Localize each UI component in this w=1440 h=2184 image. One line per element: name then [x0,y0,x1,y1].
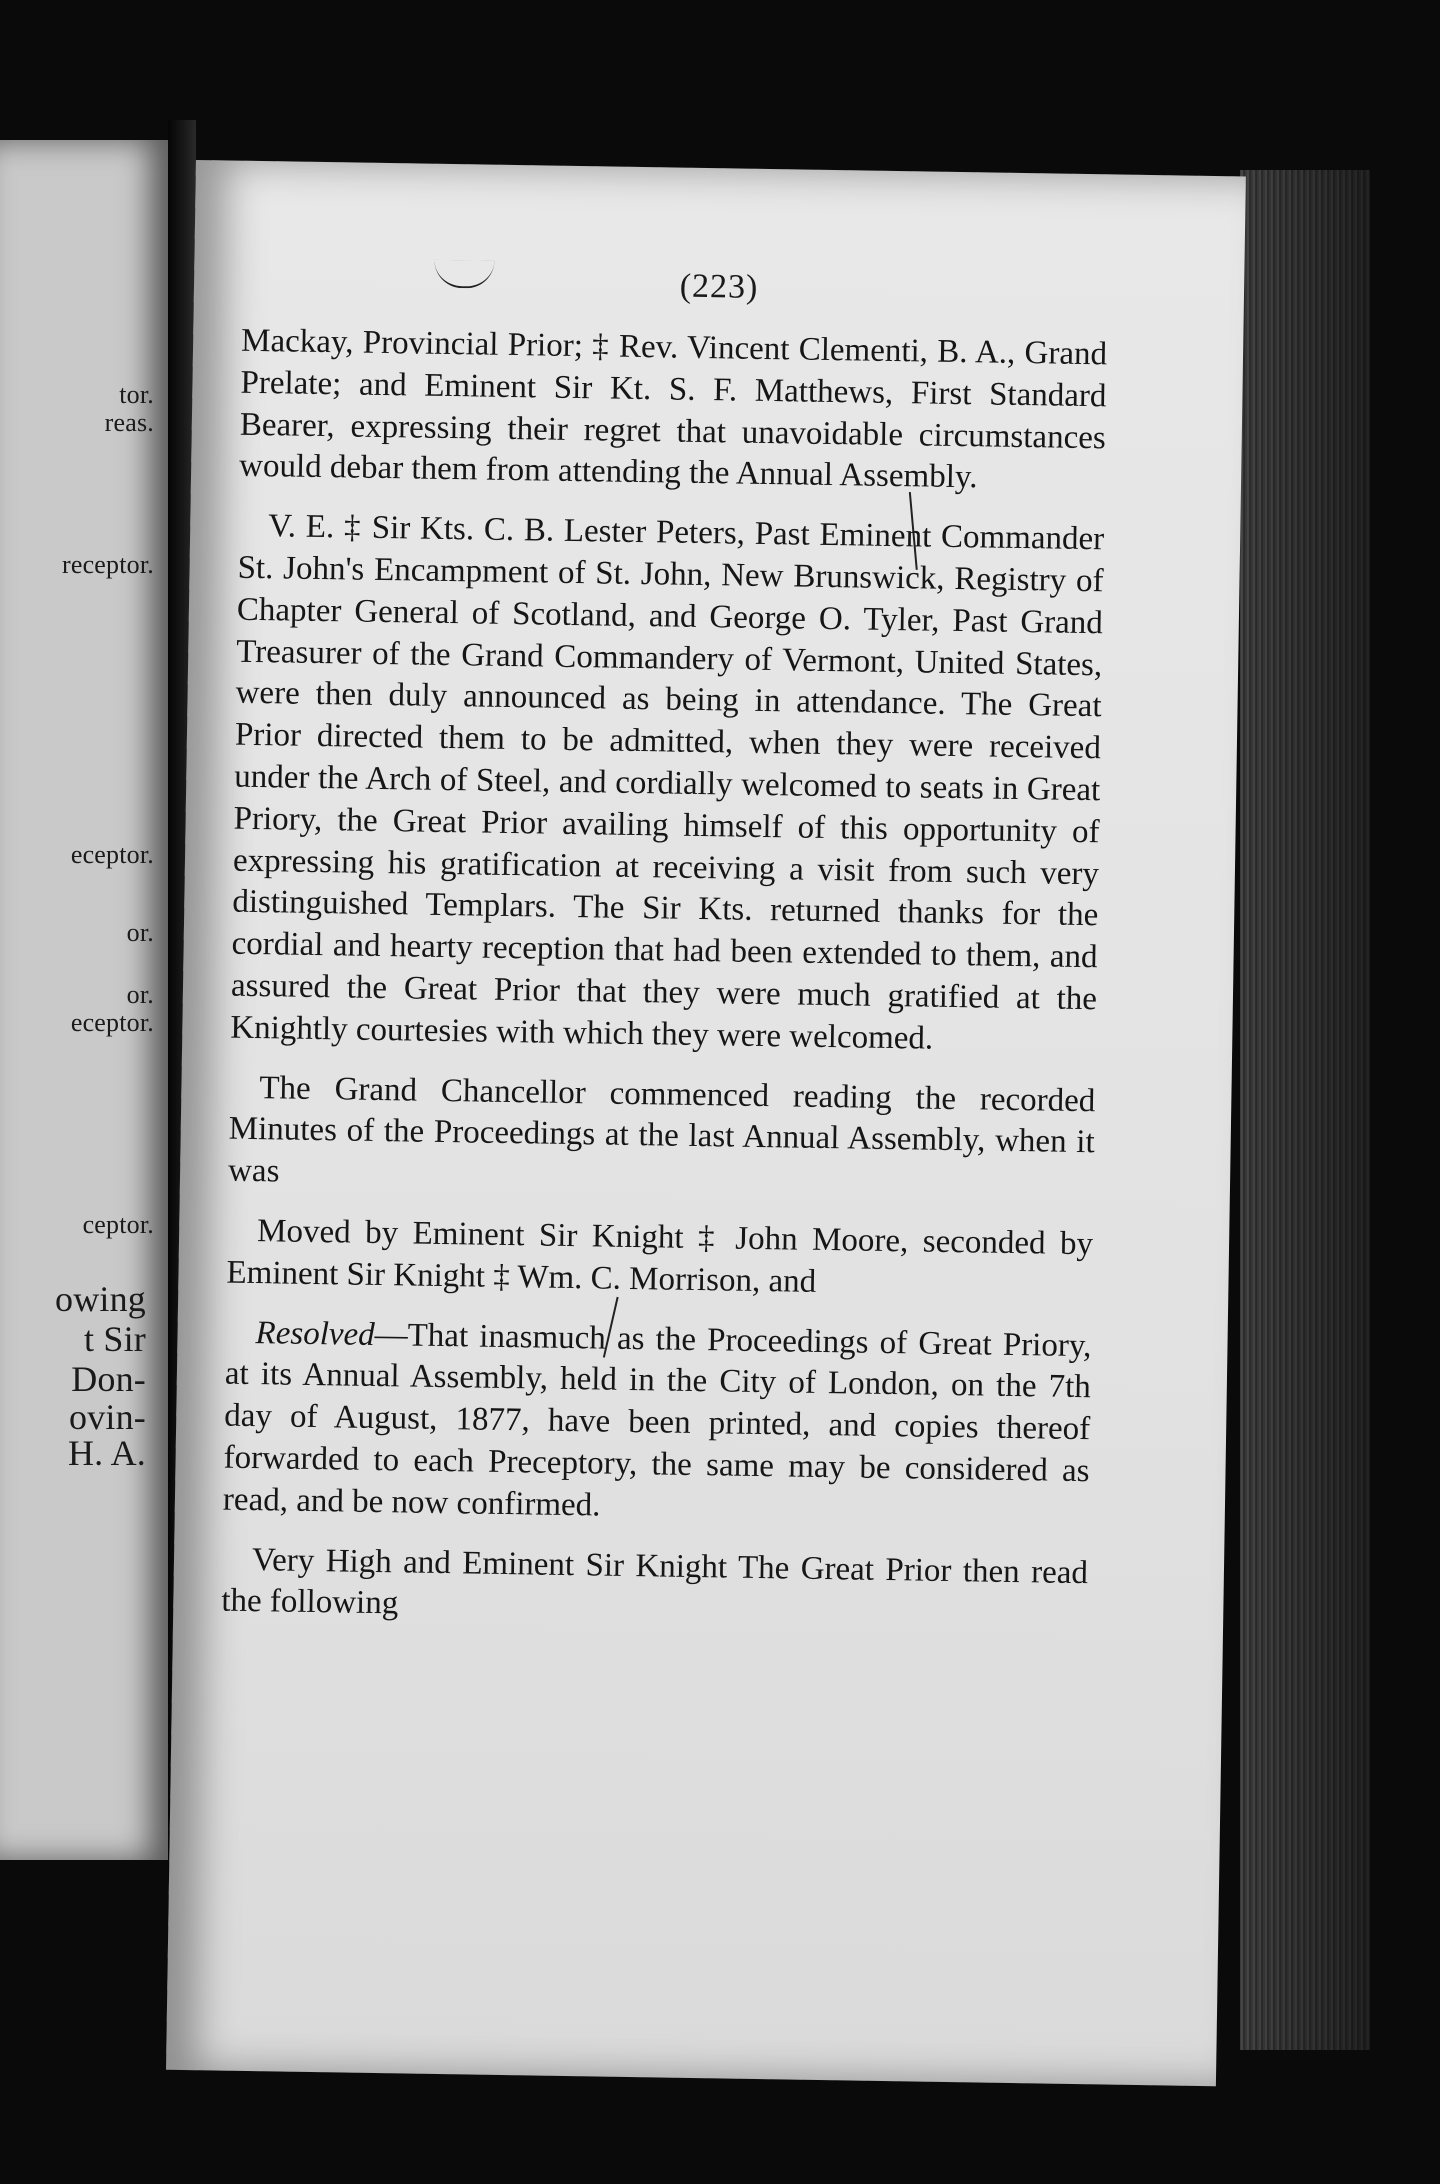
left-page-fragment: or. [126,980,154,1009]
paragraph: V. E. ‡ Sir Kts. C. B. Lester Peters, Past Eminent Commander St. John's Encampment of St. John, New Brunswick, Registry of Chapter General of Scotland, and George O. Tyler, Past Grand Treasurer of the Grand Commandery of Vermont, United States, were then duly announced as being in attendance. The Great Prior directed them to be admitted, when they were received under the Arch of Steel, and cordially welcomed to seats in Great Priory, the Great Prior availing himself of this opportunity of expressing his gratification at receiving a visit from such very distinguished Templars. The Sir Kts. returned thanks for the cordial and hearty reception that had been extended to them, and assured the Great Prior that they were much gratified at the Knightly courtesies with which they were welcomed. [230,508,1105,1057]
left-page-fragment: eceptor. [70,840,154,869]
left-page-fragment: t Sir [83,1319,146,1359]
left-page-fragment: receptor. [61,550,154,579]
page-edges [1240,170,1370,2050]
left-page-fragment: Don- [71,1359,146,1399]
left-page-fragment: ovin- [69,1397,146,1437]
left-facing-page [0,140,168,1860]
page-text [221,321,1108,1655]
paragraph: The Grand Chancellor commenced reading the recorded Minutes of the Proceedings at the last Annual Assembly, when it was [227,1069,1096,1190]
book-page [166,160,1246,2086]
paragraph [223,1312,1092,1535]
left-page-fragment: H. A. [67,1433,146,1473]
paragraph: Mackay, Provincial Prior; ‡ Rev. Vincent Clementi, B. A., Grand Prelate; and Eminent Sir Kt. S. F. Matthews, First Standard Bearer, expressing their regret that unavoidable circumstances would debar them from attending the Annual Assembly. [238,322,1108,496]
left-page-fragment: owing [55,1279,146,1319]
resolved-lead: Resolved [255,1314,375,1353]
page-number: (223) [679,267,759,306]
paragraph: Very High and Eminent Sir Knight The Great Prior then read the following [221,1541,1089,1622]
left-page-fragment: tor. [119,380,154,409]
paragraph: Moved by Eminent Sir Knight ‡ John Moore, seconded by Eminent Sir Knight ‡ Wm. C. Morrison, and [226,1213,1094,1300]
left-page-fragment: reas. [104,408,154,437]
left-page-fragment: eceptor. [70,1008,154,1037]
left-page-fragment: ceptor. [82,1210,154,1239]
resolved-text: —That inasmuch as the Proceedings of Great Priory, at its Annual Assembly, held in the City of London, on the 7th day of August, 1877, have been printed, and copies thereof forwarded to each Preceptory, the same may be considered as read, and be now confirmed. [222,1316,1092,1524]
left-page-fragment: or. [126,918,154,947]
